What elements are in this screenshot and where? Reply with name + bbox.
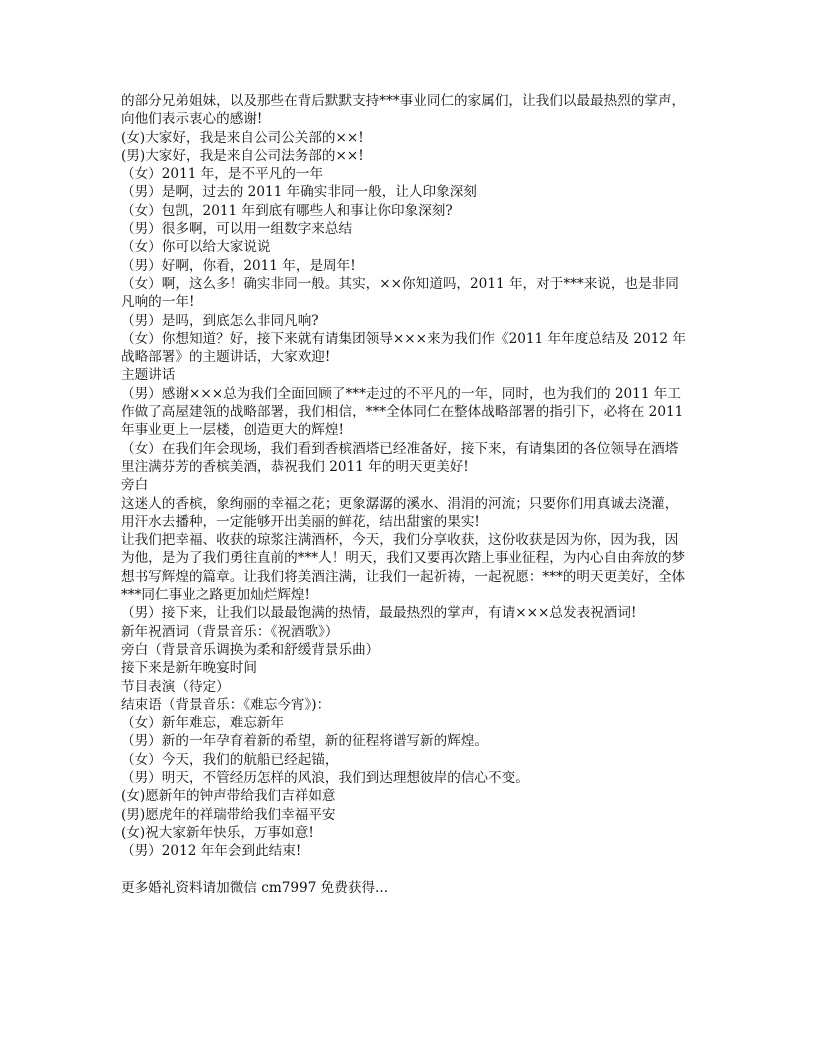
text-line: （男）很多啊，可以用一组数字来总结 [121, 221, 353, 238]
text-line: 向他们表示衷心的感谢! [121, 111, 263, 128]
text-line: 战略部署》的主题讲话，大家欢迎! [121, 349, 331, 366]
text-line: (女)大家好，我是来自公司公关部的××! [121, 129, 364, 146]
text-line: (男)愿虎年的祥瑞带给我们幸福平安 [121, 806, 336, 823]
text-line: （男）好啊，你看，2011 年，是周年! [121, 257, 356, 274]
text-line: （男）感谢×××总为我们全面回顾了***走过的不平凡的一年，同时，也为我们的 2011 年工 [121, 385, 681, 402]
text-line: 主题讲话 [121, 367, 176, 384]
text-line: (女)祝大家新年快乐，万事如意! [121, 824, 314, 841]
text-line: （女）你想知道？好，接下来就有请集团领导×××来为我们作《2011 年年度总结及 2012 年 [121, 330, 686, 347]
text-line: 想书写辉煌的篇章。让我们将美酒注满，让我们一起祈祷，一起祝愿：***的明天更美好，全体 [121, 568, 686, 585]
text-line: 年事业更上一层楼，创造更大的辉煌! [121, 422, 344, 439]
text-line: （男）明天，不管经历怎样的风浪，我们到达理想彼岸的信心不变。 [121, 769, 529, 786]
text-line: (男)大家好，我是来自公司法务部的××! [121, 147, 364, 164]
text-line: （女）今天，我们的航船已经起锚， [121, 751, 339, 768]
text-line: （女）包凯，2011 年到底有哪些人和事让你印象深刻? [121, 202, 453, 219]
text-line: ***同仁事业之路更加灿烂辉煌! [121, 587, 310, 604]
document-body [121, 92, 711, 897]
text-line: 新年祝酒词（背景音乐：《祝酒歌》） [121, 623, 339, 640]
text-line: 旁白（背景音乐调换为柔和舒缓背景乐曲） [121, 641, 380, 658]
footer-note: 更多婚礼资料请加微信 cm7997 免费获得... [121, 879, 389, 896]
text-line: (女)愿新年的钟声带给我们吉祥如意 [121, 788, 336, 805]
text-line: 节目表演（待定） [121, 678, 230, 695]
text-line: 结束语（背景音乐：《难忘今宵》)： [121, 696, 331, 713]
text-line: （男）2012 年年会到此结束! [121, 843, 302, 860]
text-line: 旁白 [121, 477, 149, 494]
text-line: （男）接下来，让我们以最最饱满的热情，最最热烈的掌声，有请×××总发表祝酒词! [121, 605, 637, 622]
text-line: 让我们把幸福、收获的琼浆注满酒杯，今天，我们分享收获，这份收获是因为你，因为我，因 [121, 532, 679, 549]
text-line: 为他，是为了我们勇往直前的***人！明天，我们又要再次踏上事业征程，为内心自由奔放的梦 [121, 550, 686, 567]
text-line: （女）2011 年，是不平凡的一年 [121, 166, 324, 183]
text-line: （女）新年难忘，难忘新年 [121, 715, 285, 732]
text-line: （男）新的一年孕育着新的希望，新的征程将谱写新的辉煌。 [121, 733, 489, 750]
text-line: （男）是吗，到底怎么非同凡响? [121, 312, 319, 329]
text-line: （女）在我们年会现场，我们看到香槟酒塔已经准备好，接下来，有请集团的各位领导在酒塔 [121, 440, 679, 457]
text-line: 接下来是新年晚宴时间 [121, 660, 257, 677]
text-line: （女）你可以给大家说说 [121, 239, 271, 256]
text-line: 凡响的一年! [121, 294, 195, 311]
text-line: 这迷人的香槟，象绚丽的幸福之花；更象潺潺的溪水、涓涓的河流；只要你们用真诚去浇灌， [121, 495, 679, 512]
text-line: 里注满芬芳的香槟美酒，恭祝我们 2011 年的明天更美好! [121, 458, 469, 475]
text-line: 的部分兄弟姐妹，以及那些在背后默默支持***事业同仁的家属们，让我们以最最热烈的掌声， [121, 93, 686, 109]
blank-line [121, 860, 711, 878]
document-lines [121, 92, 711, 860]
text-line: 用汗水去播种，一定能够开出美丽的鲜花，结出甜蜜的果实! [121, 513, 480, 530]
text-line: 作做了高屋建瓴的战略部署，我们相信，***全体同仁在整体战略部署的指引下，必将在 2011 [121, 404, 684, 421]
text-line: （女）啊，这么多！确实非同一般。其实，××你知道吗，2011 年，对于***来说，也是非同 [121, 275, 679, 292]
text-line: （男）是啊，过去的 2011 年确实非同一般，让人印象深刻 [121, 184, 477, 201]
